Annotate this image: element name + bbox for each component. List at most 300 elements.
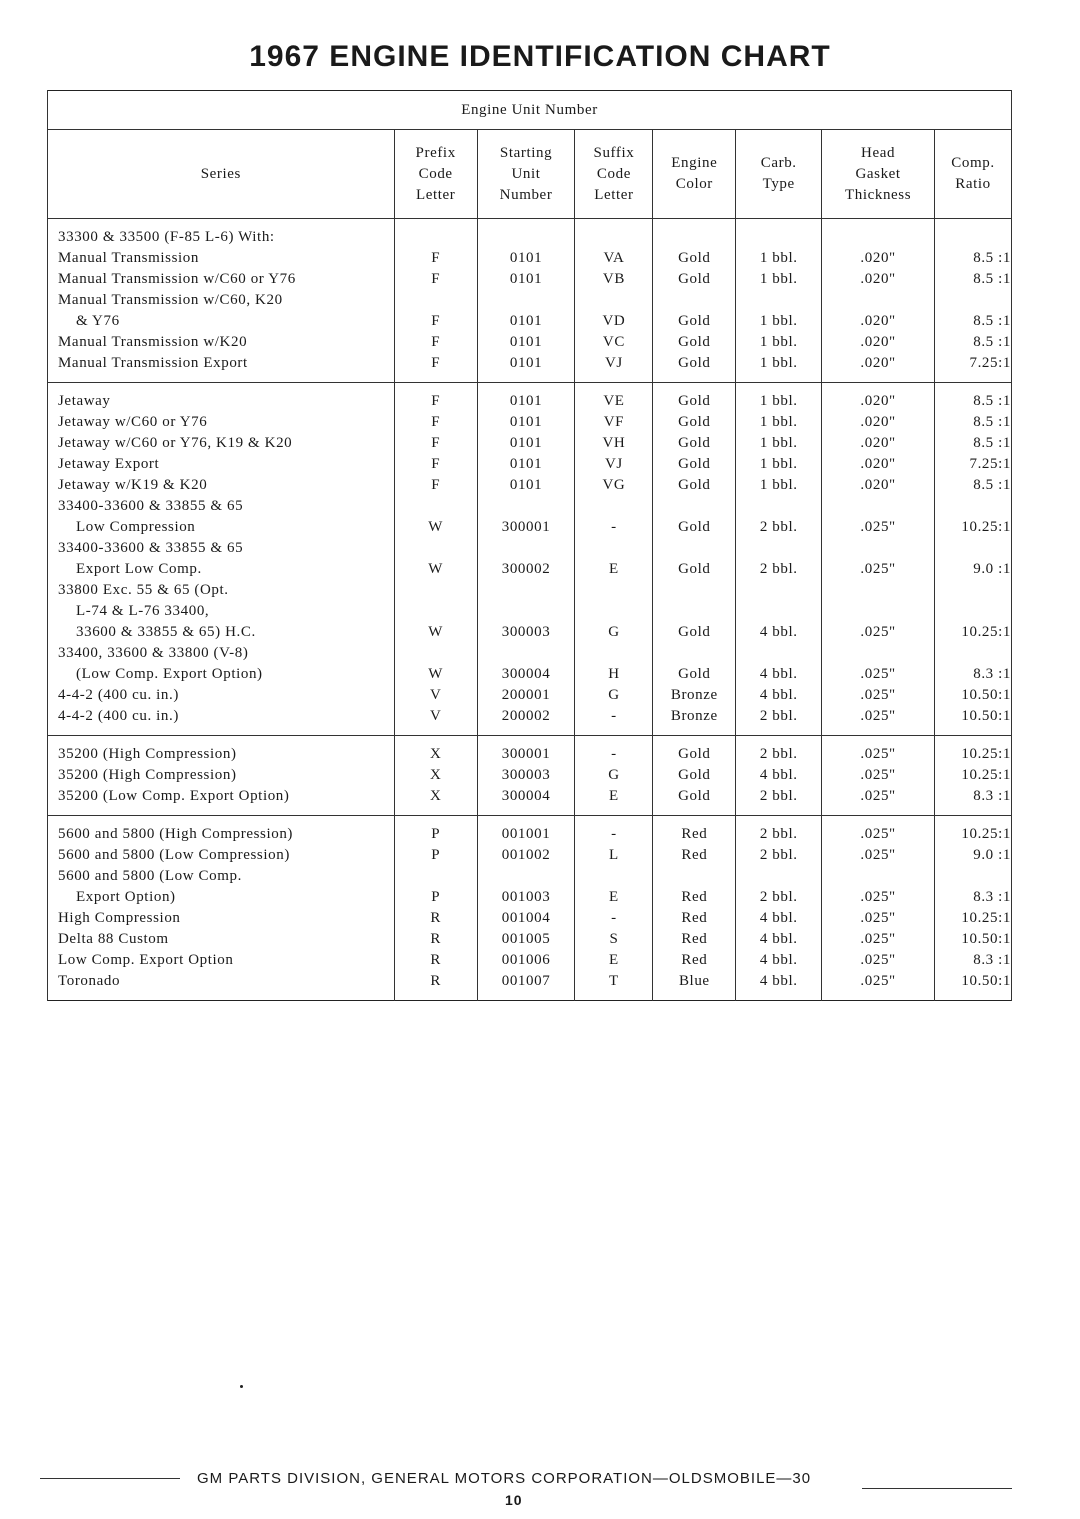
gasket-value: .025" [860,952,896,968]
suffix-value: L [609,847,619,863]
spacer [935,538,1011,559]
start-value: 300002 [501,561,551,577]
carb-value: 2 bbl. [759,889,798,905]
prefix-value: W [428,666,444,682]
gasket-cell [822,383,935,736]
ratio-value: 8.3 :1 [973,952,1011,968]
table-row [48,736,1012,816]
spacer [575,496,652,517]
series-text: Export Low Comp. [76,561,202,577]
color-value: Gold [678,767,711,783]
gasket-value: .020" [860,271,896,287]
color-value: Gold [678,666,711,682]
table-row [48,219,1012,383]
spacer [478,866,575,887]
color-value: Gold [678,435,711,451]
gasket-value: .025" [860,624,896,640]
table-row [48,816,1012,1001]
series-text: (Low Comp. Export Option) [76,666,263,682]
suffix-value: - [611,826,617,842]
color-value: Gold [678,519,711,535]
start-value: 300004 [501,788,551,804]
color-value: Gold [678,393,711,409]
carb-value: 4 bbl. [759,624,798,640]
spacer [653,290,735,311]
series-text: 35200 (High Compression) [58,767,237,783]
start-value: 300003 [501,767,551,783]
start-value: 001006 [501,952,551,968]
carb-value: 4 bbl. [759,973,798,989]
spacer [822,601,934,622]
series-text: 5600 and 5800 (High Compression) [58,826,294,842]
gasket-value: .025" [860,973,896,989]
suffix-value: VB [602,271,625,287]
carb-value: 1 bbl. [759,334,798,350]
prefix-cell [394,383,477,736]
carb-value: 2 bbl. [759,746,798,762]
prefix-value: F [431,355,441,371]
suffix-value: E [609,952,619,968]
spacer [395,496,477,517]
carb-value: 2 bbl. [759,788,798,804]
series-text: 35200 (Low Comp. Export Option) [58,788,290,804]
ratio-value: 8.5 :1 [973,414,1011,430]
spacer [653,601,735,622]
color-value: Red [681,826,708,842]
color-cell [653,219,736,383]
carb-value: 2 bbl. [759,708,798,724]
carb-value: 1 bbl. [759,477,798,493]
series-text: 33400-33600 & 33855 & 65 [58,498,244,514]
suffix-value: VF [603,414,625,430]
carb-type-column-header: Carb. Type [736,130,822,219]
start-value: 001005 [501,931,551,947]
ratio-value: 8.5 :1 [973,435,1011,451]
gasket-value: .025" [860,889,896,905]
gasket-value: .025" [860,788,896,804]
series-text: Toronado [58,973,121,989]
color-value: Bronze [670,708,718,724]
series-cell [48,383,395,736]
page-number: 10 [505,1492,523,1508]
carb-cell [736,816,822,1001]
carb-value: 4 bbl. [759,952,798,968]
stray-mark [240,1385,243,1388]
spacer [395,580,477,601]
series-text: Jetaway w/K19 & K20 [58,477,208,493]
ratio-value: 10.50:1 [961,687,1011,703]
table-row-group [48,816,1012,1001]
start-value: 0101 [509,435,543,451]
ratio-value: 7.25:1 [969,456,1011,472]
start-value: 001007 [501,973,551,989]
ratio-value: 10.25:1 [961,826,1011,842]
series-text: Jetaway Export [58,456,160,472]
gasket-value: .025" [860,519,896,535]
color-value: Gold [678,788,711,804]
suffix-value: G [608,687,620,703]
series-text: 5600 and 5800 (Low Compression) [58,847,290,863]
spacer [935,866,1011,887]
carb-value: 1 bbl. [759,271,798,287]
start-value: 300004 [501,666,551,682]
prefix-value: F [431,477,441,493]
start-value: 0101 [509,477,543,493]
suffix-value: T [609,973,619,989]
start-value: 0101 [509,355,543,371]
start-value: 300001 [501,746,551,762]
engine-identification-table [47,90,1012,1001]
gasket-value: .025" [860,561,896,577]
color-value: Gold [678,477,711,493]
spacer [935,496,1011,517]
gasket-value: .025" [860,746,896,762]
series-column-header: Series [48,130,395,219]
series-text: Manual Transmission w/K20 [58,334,248,350]
prefix-value: F [431,414,441,430]
color-value: Red [681,910,708,926]
carb-value: 1 bbl. [759,414,798,430]
suffix-value: G [608,767,620,783]
ratio-value: 10.25:1 [961,624,1011,640]
series-text: High Compression [58,910,181,926]
prefix-cell [394,816,477,1001]
footer-rule-left [40,1478,180,1479]
engine-color-column-header: Engine Color [653,130,736,219]
prefix-value: F [431,435,441,451]
color-cell [653,816,736,1001]
spacer [736,601,821,622]
gasket-value: .025" [860,910,896,926]
spacer [575,601,652,622]
prefix-column-header: Prefix Code Letter [394,130,477,219]
color-value: Gold [678,624,711,640]
gasket-value: .025" [860,826,896,842]
gasket-value: .020" [860,355,896,371]
ratio-value: 8.3 :1 [973,889,1011,905]
spacer [736,643,821,664]
prefix-value: F [431,456,441,472]
prefix-value: P [431,847,441,863]
series-text: 33300 & 33500 (F-85 L-6) With: [58,229,275,245]
ratio-cell [935,816,1012,1001]
gasket-cell [822,736,935,816]
ratio-value: 10.25:1 [961,910,1011,926]
spacer [653,643,735,664]
start-value: 001002 [501,847,551,863]
gasket-value: .025" [860,767,896,783]
spacer [575,580,652,601]
spacer [935,643,1011,664]
start-value: 001001 [501,826,551,842]
ratio-value: 10.50:1 [961,973,1011,989]
spacer [935,580,1011,601]
color-value: Blue [678,973,710,989]
spacer [395,290,477,311]
series-text: 35200 (High Compression) [58,746,237,762]
carb-value: 4 bbl. [759,666,798,682]
start-value: 0101 [509,393,543,409]
start-cell [477,736,575,816]
ratio-value: 8.3 :1 [973,788,1011,804]
spacer [395,866,477,887]
suffix-cell [575,383,653,736]
suffix-value: E [609,561,619,577]
gasket-cell [822,816,935,1001]
carb-value: 1 bbl. [759,456,798,472]
series-text: Manual Transmission [58,250,200,266]
series-text: Manual Transmission Export [58,355,248,371]
suffix-value: - [611,519,617,535]
ratio-value: 9.0 :1 [973,847,1011,863]
ratio-value: 8.5 :1 [973,477,1011,493]
gasket-value: .020" [860,313,896,329]
series-text: 5600 and 5800 (Low Comp. [58,868,242,884]
color-value: Red [681,952,708,968]
suffix-value: E [609,889,619,905]
carb-value: 2 bbl. [759,826,798,842]
color-value: Gold [678,334,711,350]
carb-value: 2 bbl. [759,847,798,863]
series-text: Export Option) [76,889,176,905]
spacer [822,866,934,887]
suffix-value: G [608,624,620,640]
start-value: 0101 [509,414,543,430]
color-value: Gold [678,746,711,762]
start-value: 001003 [501,889,551,905]
start-value: 001004 [501,910,551,926]
ratio-value: 10.25:1 [961,519,1011,535]
series-text: Low Comp. Export Option [58,952,234,968]
spacer [736,866,821,887]
series-text: 4-4-2 (400 cu. in.) [58,708,179,724]
suffix-value: - [611,746,617,762]
spacer [822,227,934,248]
start-value: 200002 [501,708,551,724]
start-value: 0101 [509,271,543,287]
ratio-value: 9.0 :1 [973,561,1011,577]
spacer [736,538,821,559]
carb-cell [736,383,822,736]
carb-value: 2 bbl. [759,519,798,535]
spacer [478,496,575,517]
start-value: 300001 [501,519,551,535]
series-text: 33600 & 33855 & 65) H.C. [76,624,256,640]
carb-value: 1 bbl. [759,435,798,451]
start-cell [477,219,575,383]
spacer [822,496,934,517]
prefix-value: F [431,250,441,266]
ratio-value: 10.50:1 [961,708,1011,724]
gasket-value: .020" [860,435,896,451]
series-text: 4-4-2 (400 cu. in.) [58,687,179,703]
ratio-cell [935,383,1012,736]
prefix-value: X [429,767,442,783]
color-value: Red [681,931,708,947]
gasket-value: .025" [860,931,896,947]
spacer [736,496,821,517]
gasket-value: .020" [860,477,896,493]
color-value: Red [681,889,708,905]
suffix-cell [575,816,653,1001]
spacer [395,643,477,664]
start-value: 200001 [501,687,551,703]
suffix-value: - [611,708,617,724]
ratio-value: 10.50:1 [961,931,1011,947]
color-value: Gold [678,561,711,577]
prefix-cell [394,736,477,816]
start-value: 0101 [509,456,543,472]
spacer [395,538,477,559]
start-cell [477,816,575,1001]
ratio-value: 8.5 :1 [973,334,1011,350]
prefix-value: R [430,973,441,989]
prefix-value: P [431,889,441,905]
color-cell [653,383,736,736]
prefix-value: W [428,561,444,577]
prefix-value: V [429,708,442,724]
spacer [478,538,575,559]
suffix-value: VC [602,334,625,350]
suffix-cell [575,219,653,383]
ratio-cell [935,736,1012,816]
spacer [575,290,652,311]
prefix-value: R [430,910,441,926]
suffix-value: VG [602,477,626,493]
suffix-cell [575,736,653,816]
spacer [575,643,652,664]
prefix-value: X [429,746,442,762]
engine-unit-number-header: Engine Unit Number [48,91,1012,130]
carb-value: 4 bbl. [759,687,798,703]
spacer [478,290,575,311]
carb-value: 1 bbl. [759,313,798,329]
spacer [822,580,934,601]
carb-value: 4 bbl. [759,767,798,783]
suffix-value: VJ [604,456,623,472]
prefix-value: P [431,826,441,842]
spacer [478,643,575,664]
start-value: 0101 [509,250,543,266]
spacer [935,290,1011,311]
ratio-cell [935,219,1012,383]
color-value: Bronze [670,687,718,703]
series-text: 33800 Exc. 55 & 65 (Opt. [58,582,229,598]
footer-rule-right [862,1488,1012,1489]
spacer [478,227,575,248]
ratio-value: 8.3 :1 [973,666,1011,682]
spacer [822,538,934,559]
spacer [395,227,477,248]
prefix-cell [394,219,477,383]
spacer [575,227,652,248]
prefix-value: R [430,931,441,947]
prefix-value: V [429,687,442,703]
starting-unit-column-header: Starting Unit Number [477,130,575,219]
color-value: Gold [678,271,711,287]
carb-value: 1 bbl. [759,393,798,409]
suffix-value: VD [602,313,626,329]
spacer [478,580,575,601]
spacer [653,538,735,559]
table-row-group [48,383,1012,736]
start-value: 0101 [509,313,543,329]
suffix-value: VH [602,435,626,451]
spacer [935,227,1011,248]
suffix-value: E [609,788,619,804]
footer-credit: GM PARTS DIVISION, GENERAL MOTORS CORPORATION—OLDSMOBILE—30 [197,1470,812,1487]
start-value: 0101 [509,334,543,350]
prefix-value: F [431,393,441,409]
gasket-value: .020" [860,334,896,350]
gasket-cell [822,219,935,383]
spacer [575,866,652,887]
carb-value: 1 bbl. [759,355,798,371]
series-text: Jetaway [58,393,111,409]
spacer [478,601,575,622]
prefix-value: F [431,271,441,287]
gasket-value: .025" [860,666,896,682]
suffix-value: H [608,666,620,682]
series-text: Low Compression [76,519,196,535]
spacer [653,496,735,517]
suffix-value: VJ [604,355,623,371]
prefix-value: W [428,519,444,535]
series-cell [48,816,395,1001]
spacer [736,290,821,311]
carb-value: 1 bbl. [759,250,798,266]
carb-cell [736,736,822,816]
spacer [395,601,477,622]
start-cell [477,383,575,736]
gasket-value: .020" [860,393,896,409]
prefix-value: F [431,313,441,329]
color-value: Red [681,847,708,863]
carb-value: 2 bbl. [759,561,798,577]
head-gasket-column-header: Head Gasket Thickness [822,130,935,219]
prefix-value: W [428,624,444,640]
suffix-value: S [609,931,619,947]
spacer [935,601,1011,622]
series-text: 33400, 33600 & 33800 (V-8) [58,645,249,661]
table-row-group [48,219,1012,383]
suffix-column-header: Suffix Code Letter [575,130,653,219]
gasket-value: .020" [860,250,896,266]
color-value: Gold [678,313,711,329]
suffix-value: VE [603,393,625,409]
ratio-value: 8.5 :1 [973,271,1011,287]
series-text: L-74 & L-76 33400, [76,603,210,619]
ratio-value: 8.5 :1 [973,313,1011,329]
gasket-value: .025" [860,708,896,724]
gasket-value: .020" [860,456,896,472]
start-value: 300003 [501,624,551,640]
ratio-value: 7.25:1 [969,355,1011,371]
prefix-value: X [429,788,442,804]
gasket-value: .025" [860,847,896,863]
spacer [822,290,934,311]
color-value: Gold [678,355,711,371]
table-row [48,383,1012,736]
prefix-value: F [431,334,441,350]
color-value: Gold [678,414,711,430]
spacer [822,643,934,664]
page-title: 1967 ENGINE IDENTIFICATION CHART [249,40,831,73]
gasket-value: .025" [860,687,896,703]
spacer [736,227,821,248]
color-value: Gold [678,250,711,266]
suffix-value: VA [603,250,625,266]
